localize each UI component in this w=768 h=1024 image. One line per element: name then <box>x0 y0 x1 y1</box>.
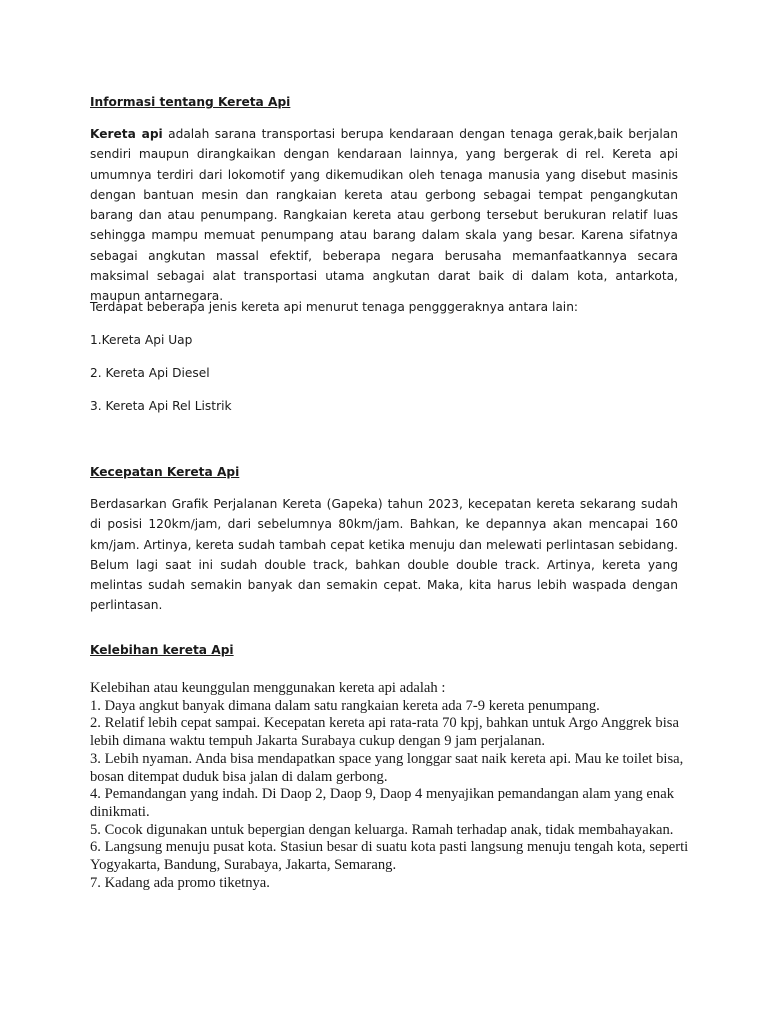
intro-paragraph <box>90 124 678 307</box>
advantage-item-5: 5. Cocok digunakan untuk bepergian dengan keluarga. Ramah terhadap anak, tidak membahayakan. <box>90 821 674 838</box>
advantage-item-1: 1. Daya angkut banyak dimana dalam satu rangkaian kereta ada 7-9 kereta penumpang. <box>90 697 600 714</box>
advantages-block <box>90 680 690 892</box>
type-item-3: 3. Kereta Api Rel Listrik <box>90 399 232 413</box>
intro-bold-term: Kereta api <box>90 127 163 141</box>
advantage-item-6: 6. Langsung menuju pusat kota. Stasiun besar di suatu kota pasti langsung menuju tengah kota, seperti Yogyakarta, Bandung, Surabaya, Jakarta, Semarang. <box>90 839 689 874</box>
advantages-intro: Kelebihan atau keunggulan menggunakan kereta api adalah : <box>90 680 446 696</box>
section-heading-speed: Kecepatan Kereta Api <box>90 465 240 479</box>
types-intro: Terdapat beberapa jenis kereta api menurut tenaga pengggeraknya antara lain: <box>90 300 579 314</box>
type-item-1: 1.Kereta Api Uap <box>90 333 193 347</box>
type-item-2: 2. Kereta Api Diesel <box>90 366 210 380</box>
advantage-item-4: 4. Pemandangan yang indah. Di Daop 2, Daop 9, Daop 4 menyajikan pemandangan alam yang enak dinikmati. <box>90 786 674 820</box>
advantage-item-7: 7. Kadang ada promo tiketnya. <box>90 874 270 891</box>
advantage-item-3: 3. Lebih nyaman. Anda bisa mendapatkan space yang longgar saat naik kereta api. Mau ke toilet bisa, bosan ditempat duduk bisa jalan di dalam gerbong. <box>90 750 684 785</box>
advantage-item-2: 2. Relatif lebih cepat sampai. Kecepatan kereta api rata-rata 70 kpj, bahkan untuk Argo Anggrek bisa lebih dimana waktu tempuh Jakarta Surabaya cukup dengan 9 jam perjalanan. <box>90 715 679 750</box>
speed-paragraph: Berdasarkan Grafik Perjalanan Kereta (Gapeka) tahun 2023, kecepatan kereta sekarang sudah di posisi 120km/jam, dari sebelumnya 80km/jam. Bahkan, ke depannya akan mencapai 160 km/jam. Artinya, kereta sudah tambah cepat ketika menuju dan melewati perlintasan sebidang. Belum lagi saat ini sudah double track, bahkan double double track. Artinya, kereta yang melintas sudah semakin banyak dan semakin cepat. Maka, kita harus lebih waspada dengan perlintasan. <box>90 497 678 613</box>
section-heading-info: Informasi tentang Kereta Api <box>90 95 291 109</box>
intro-paragraph-text: adalah sarana transportasi berupa kendaraan dengan tenaga gerak,baik berjalan sendiri maupun dirangkaikan dengan kendaraan lainnya, yang bergerak di rel. Kereta api umumnya terdiri dari lokomotif yang dikemudikan oleh tenaga manusia yang disebut masinis dengan bantuan mesin dan rangkaian kereta atau gerbong sebagai tempat pengangkutan barang dan atau penumpang. Rangkaian kereta atau gerbong tersebut berukuran relatif luas sehingga mampu memuat penumpang atau barang dalam skala yang besar. Karena sifatnya sebagai angkutan massal efektif, beberapa negara berusaha memanfaatkannya secara maksimal sebagai alat transportasi utama angkutan darat baik di dalam kota, antarkota, maupun antarnegara. <box>90 127 678 304</box>
section-heading-advantages: Kelebihan kereta Api <box>90 643 234 657</box>
